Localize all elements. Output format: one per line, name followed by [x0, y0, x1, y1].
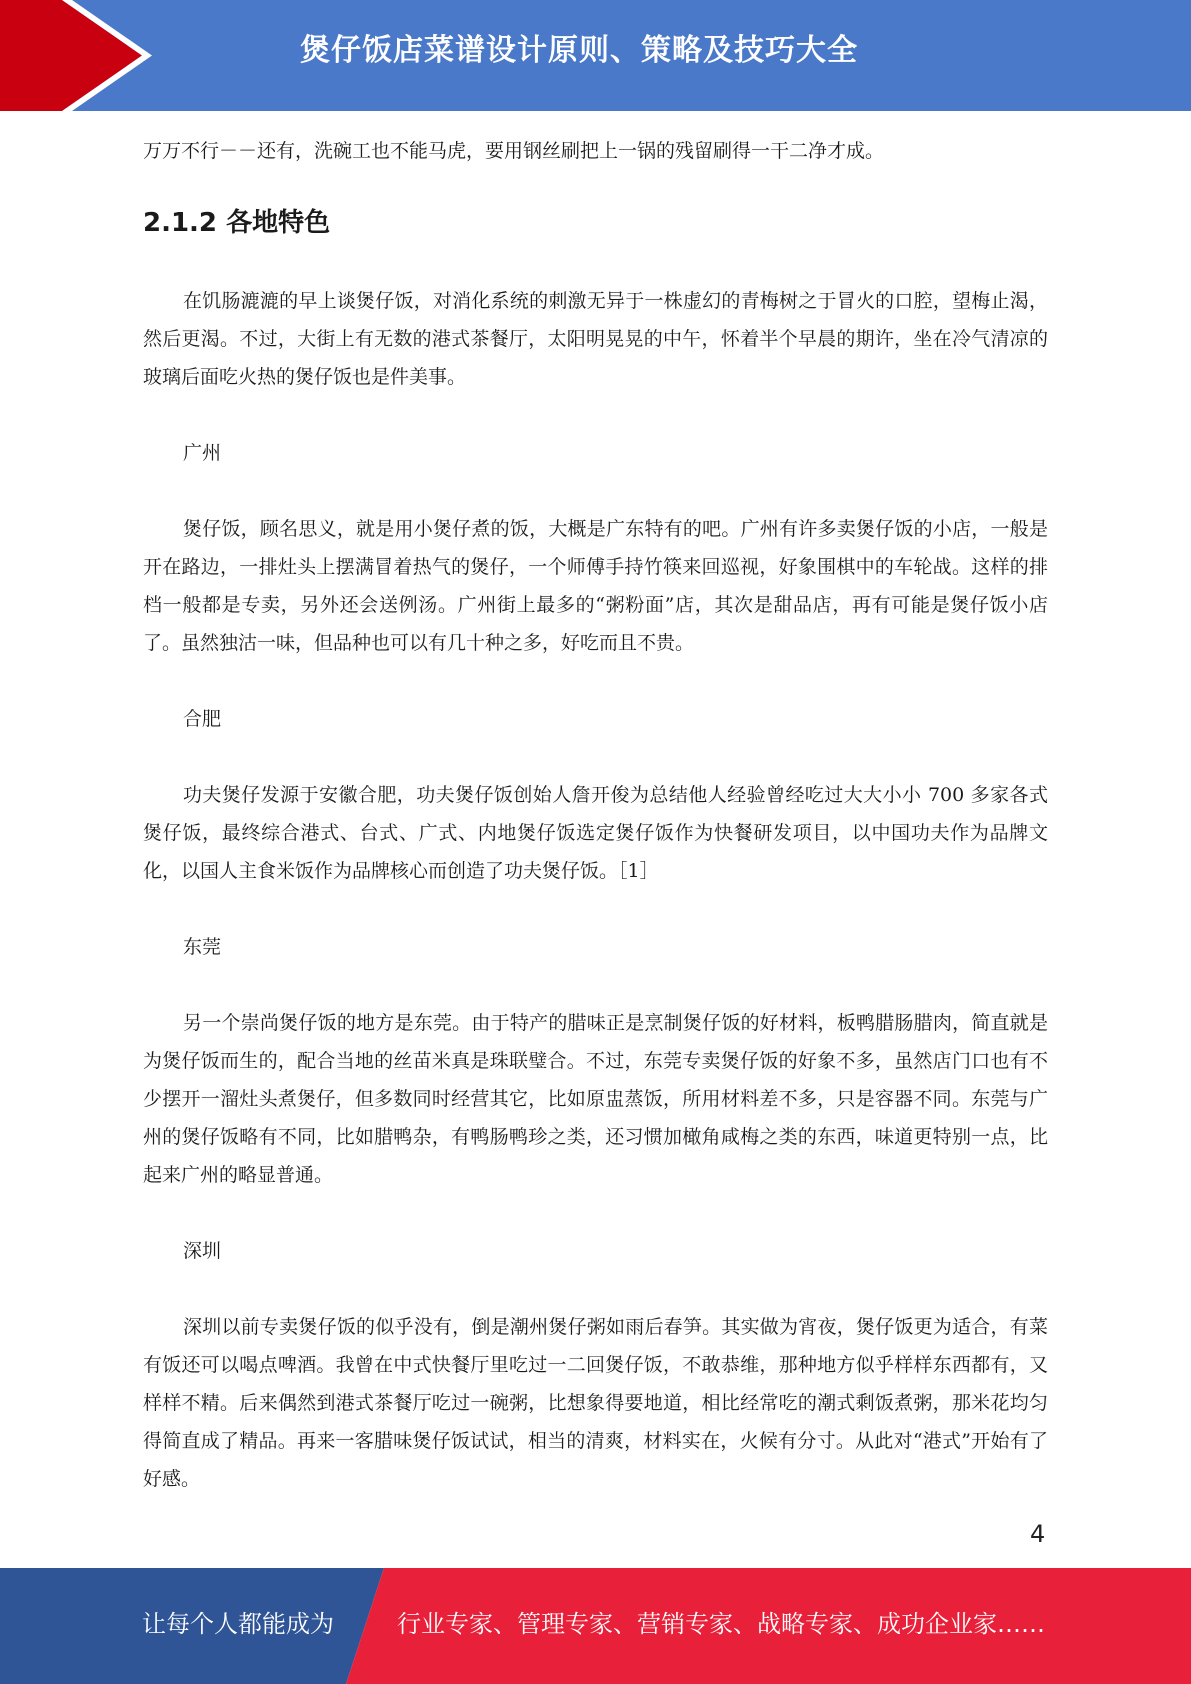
region-paragraph-dongguan: 另一个崇尚煲仔饭的地方是东莞。由于特产的腊味正是烹制煲仔饭的好材料，板鸭腊肠腊肉，简直就是为煲仔饭而生的，配合当地的丝苗米真是珠联璧合。不过，东莞专卖煲仔饭的好象不多，虽然店门口也有不少摆开一溜灶头煮煲仔，但多数同时经营其它，比如原盅蒸饭，所用材料差不多，只是容器不同。东莞与广州的煲仔饭略有不同，比如腊鸭杂，有鸭肠鸭珍之类，还习惯加橄角咸梅之类的东西，味道更特别一点，比起来广州的略显普通。	[143, 1012, 1048, 1186]
header-banner	[0, 0, 1191, 111]
footer-slogan-right: 行业专家、管理专家、营销专家、战略专家、成功企业家……	[397, 1610, 1045, 1638]
footer-slogan-left: 让每个人都能成为	[142, 1610, 334, 1638]
intro-line: 万万不行－－还有，洗碗工也不能马虎，要用钢丝刷把上一锅的残留刷得一干二净才成。	[143, 140, 885, 162]
document-body	[143, 132, 1048, 1536]
header-arrow-icon	[0, 0, 160, 111]
page-number: 4	[1030, 1520, 1046, 1548]
region-heading-dongguan: 东莞	[183, 936, 222, 958]
region-heading-hefei: 合肥	[183, 708, 222, 730]
region-paragraph-guangzhou: 煲仔饭，顾名思义，就是用小煲仔煮的饭，大概是广东特有的吧。广州有许多卖煲仔饭的小店，一般是开在路边，一排灶头上摆满冒着热气的煲仔，一个师傅手持竹筷来回巡视，好象围棋中的车轮战。这样的排档一般都是专卖，另外还会送例汤。广州街上最多的“粥粉面”店，其次是甜品店，再有可能是煲仔饭小店了。虽然独沽一味，但品种也可以有几十种之多，好吃而且不贵。	[143, 518, 1048, 654]
footer-banner	[0, 1568, 1191, 1684]
region-heading-guangzhou: 广州	[183, 442, 222, 464]
region-paragraph-hefei: 功夫煲仔发源于安徽合肥，功夫煲仔饭创始人詹开俊为总结他人经验曾经吃过大大小小 700 多家各式煲仔饭，最终综合港式、台式、广式、内地煲仔饭选定煲仔饭作为快餐研发项目，以中国功夫作为品牌文化，以国人主食米饭作为品牌核心而创造了功夫煲仔饭。［1］	[143, 784, 1048, 882]
intro-paragraph: 在饥肠漉漉的早上谈煲仔饭，对消化系统的刺激无异于一株虚幻的青梅树之于冒火的口腔，望梅止渴，然后更渴。不过，大街上有无数的港式茶餐厅，太阳明晃晃的中午，怀着半个早晨的期许，坐在冷气清凉的玻璃后面吃火热的煲仔饭也是件美事。	[143, 290, 1048, 388]
region-heading-shenzhen: 深圳	[183, 1240, 222, 1262]
region-paragraph-shenzhen: 深圳以前专卖煲仔饭的似乎没有，倒是潮州煲仔粥如雨后春笋。其实做为宵夜，煲仔饭更为适合，有菜有饭还可以喝点啤酒。我曾在中式快餐厅里吃过一二回煲仔饭，不敢恭维，那种地方似乎样样东西都有，又样样不精。后来偶然到港式茶餐厅吃过一碗粥，比想象得要地道，相比经常吃的潮式剩饭煮粥，那米花均匀得简直成了精品。再来一客腊味煲仔饭试试，相当的清爽，材料实在，火候有分寸。从此对“港式”开始有了好感。	[143, 1316, 1048, 1490]
document-title: 煲仔饭店菜谱设计原则、策略及技巧大全	[300, 33, 858, 68]
section-heading: 2.1.2 各地特色	[143, 208, 331, 238]
